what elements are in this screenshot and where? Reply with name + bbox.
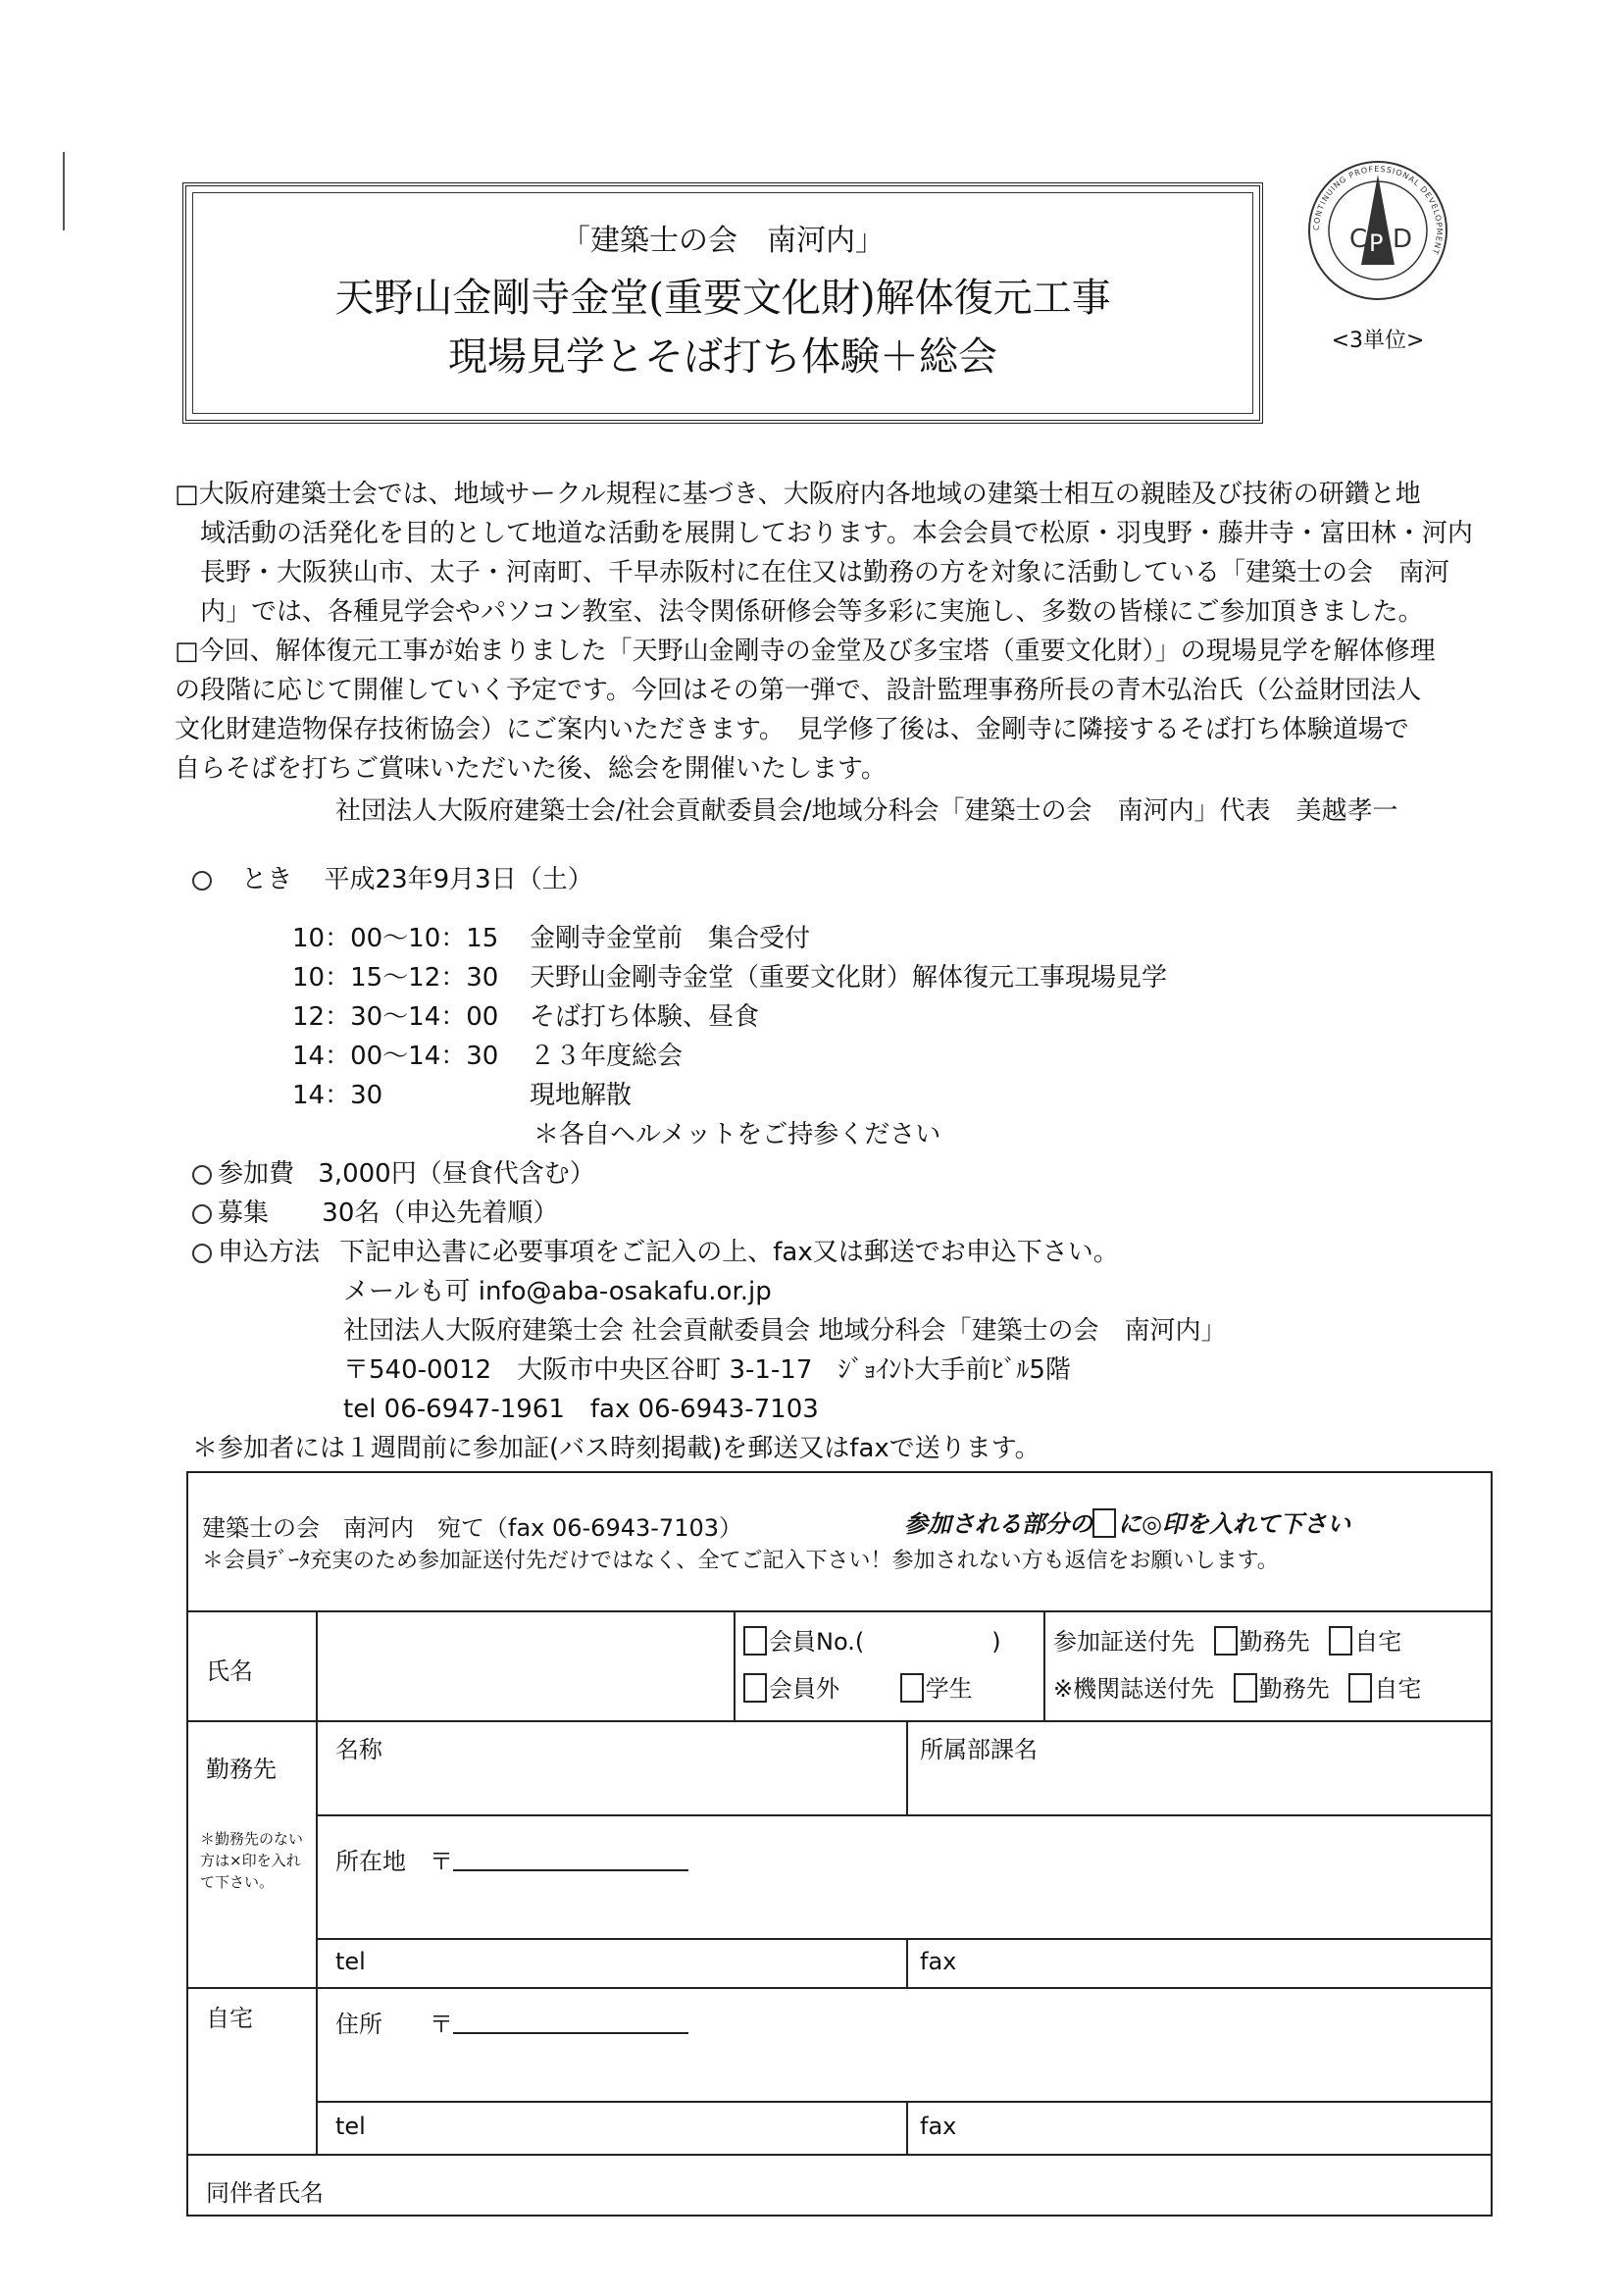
- intro-line: □大阪府建築士会では、地域サークル規程に基づき、大阪府内各地域の建築士相互の親睦及び技術の研鑽と地: [175, 480, 1421, 509]
- cert-work-label: 勤務先: [1239, 1628, 1310, 1656]
- form-header-to: 建築士の会 南河内 宛て（fax 06-6943-7103）: [202, 1514, 743, 1542]
- schedule-item: 金剛寺金堂前 集合受付: [530, 924, 811, 953]
- work-name-label[interactable]: 名称: [335, 1736, 382, 1763]
- work-label: 勤務先: [206, 1756, 277, 1783]
- checkbox-journal-work[interactable]: [1234, 1673, 1257, 1703]
- schedule-time: 10：00～10：15: [292, 924, 499, 953]
- work-postal-line[interactable]: [453, 1846, 688, 1871]
- checkbox-student[interactable]: [900, 1673, 924, 1703]
- title-line-2: 天野山金剛寺金堂(重要文化財)解体復元工事: [334, 276, 1111, 321]
- fee-row: [192, 1153, 595, 1190]
- apply-value: 下記申込書に必要事項をご記入の上、fax又は郵送でお申込下さい。: [339, 1238, 1119, 1267]
- home-label: 自宅: [206, 2005, 253, 2032]
- home-address-label: 住所 〒: [335, 2011, 453, 2038]
- schedule-item: ２３年度総会: [530, 1042, 684, 1071]
- non-member-label: 会員外: [769, 1675, 839, 1703]
- application-form: [186, 1471, 1493, 2217]
- intro-line: 内」では、各種見学会やパソコン教室、法令関係研修会等多彩に実施し、多数の皆様にご参加頂きました。: [175, 597, 1424, 627]
- bullet-icon: [192, 871, 212, 891]
- schedule-item: そば打ち体験、昼食: [530, 1002, 760, 1032]
- intro-line: 自らそばを打ちご賞味いただいた後、総会を開催いたします。: [175, 754, 887, 784]
- form-header-note: ＊会員ﾃﾞｰﾀ充実のため参加証送付先だけではなく、全てご記入下さい！参加されない方も返信をお願いします。: [202, 1549, 1279, 1573]
- checkbox-journal-home[interactable]: [1348, 1673, 1372, 1703]
- non-member-option[interactable]: [743, 1669, 973, 1704]
- cpd-letter-p: P: [1369, 229, 1384, 257]
- intro-line: 長野・大阪狭山市、太子・河南町、千早赤阪村に在住又は勤務の方を対象に活動している「建築士の会 南河: [175, 558, 1450, 587]
- home-tel-label[interactable]: tel: [335, 2113, 366, 2140]
- form-instruction: [904, 1504, 1350, 1539]
- intro-line: 文化財建造物保存技術協会）にご案内いただきます。 見学修了後は、金剛寺に隣接するそば打ち体験道場で: [175, 715, 1409, 744]
- journal-destination: [1053, 1669, 1421, 1704]
- schedule-time: 14：30: [292, 1081, 383, 1110]
- work-tel-label[interactable]: tel: [335, 1948, 366, 1975]
- journal-home-label: 自宅: [1374, 1675, 1422, 1703]
- schedule-item: 現地解散: [530, 1081, 633, 1110]
- tel-line: tel 06-6947-1961 fax 06-6943-7103: [343, 1395, 819, 1424]
- schedule-time: 10：15～12：30: [292, 963, 499, 993]
- date-value: 平成23年9月3日（土）: [324, 865, 593, 894]
- student-label: 学生: [925, 1675, 973, 1703]
- cert-home-label: 自宅: [1354, 1628, 1402, 1656]
- footnote: ＊参加者には１週間前に参加証(バス時刻掲載)を郵送又はfaxで送ります。: [192, 1434, 1040, 1463]
- email-line: メールも可 info@aba-osakafu.or.jp: [343, 1277, 772, 1306]
- quota-value: 30名（申込先着順）: [322, 1198, 559, 1228]
- intro-line: □今回、解体復元工事が始まりました「天野山金剛寺の金堂及び多宝塔（重要文化財）」の現場見学を解体修理: [175, 637, 1436, 666]
- fee-label: 参加費: [218, 1159, 295, 1189]
- apply-label: 申込方法: [218, 1238, 321, 1267]
- cert-label: 参加証送付先: [1053, 1628, 1194, 1656]
- fee-value: 3,000円（昼食代含む）: [318, 1159, 595, 1189]
- helmet-note: ＊各自ヘルメットをご持参ください: [533, 1120, 941, 1149]
- form-instruction-post: に◎印を入れて下さい: [1118, 1510, 1350, 1538]
- cert-destination: [1053, 1622, 1401, 1657]
- title-line-1: 「建築士の会 南河内」: [561, 224, 885, 258]
- work-note: ＊勤務先のない方は×印を入れて下さい。: [200, 1830, 304, 1891]
- quota-label: 募集: [218, 1198, 270, 1228]
- work-address-label: 所在地 〒: [335, 1848, 453, 1875]
- work-address-field[interactable]: [335, 1842, 688, 1876]
- date-label: とき: [241, 865, 293, 894]
- cpd-units: <3単位>: [1331, 329, 1425, 353]
- org-line: 社団法人大阪府建築士会 社会貢献委員会 地域分科会「建築士の会 南河内」: [343, 1316, 1227, 1346]
- address-line: 〒540-0012 大阪市中央区谷町 3-1-17 ｼﾞｮｲﾝﾄ大手前ﾋﾞﾙ5階: [343, 1355, 1071, 1385]
- intro-line: 域活動の活発化を目的として地道な活動を展開しております。本会会員で松原・羽曳野・藤井寺・富田林・河内: [175, 519, 1473, 548]
- journal-work-label: 勤務先: [1258, 1675, 1330, 1703]
- cpd-letter-d: D: [1393, 225, 1413, 254]
- checkbox-cert-home[interactable]: [1329, 1626, 1352, 1656]
- cpd-ring-text: CONTINUING PROFESSIONAL DEVELOPMENT: [1311, 164, 1445, 257]
- checkbox-sample-icon: [1092, 1508, 1116, 1538]
- schedule-item: 天野山金剛寺金堂（重要文化財）解体復元工事現場見学: [530, 963, 1168, 993]
- home-address-field[interactable]: [335, 2005, 688, 2039]
- margin-mark: [63, 152, 69, 230]
- schedule-time: 12：30～14：00: [292, 1002, 499, 1032]
- intro-line: の段階に応じて開催していく予定です。今回はその第一弾で、設計監理事務所長の青木弘治氏（公益財団法人: [175, 676, 1422, 705]
- member-no-close: ): [991, 1628, 1001, 1656]
- form-instruction-pre: 参加される部分の: [904, 1510, 1092, 1538]
- title-box: [182, 182, 1263, 424]
- title-line-3: 現場見学とそば打ち体験＋総会: [448, 334, 997, 380]
- apply-row: [192, 1232, 1119, 1268]
- schedule-time: 14：00～14：30: [292, 1042, 499, 1071]
- home-postal-line[interactable]: [453, 2009, 688, 2034]
- member-no-field[interactable]: [743, 1622, 1001, 1657]
- checkbox-cert-work[interactable]: [1214, 1626, 1238, 1656]
- member-no-label: 会員No.(: [769, 1628, 865, 1656]
- cpd-letter-c: C: [1349, 225, 1368, 254]
- work-fax-label[interactable]: fax: [920, 1948, 957, 1975]
- bullet-icon: [192, 1165, 212, 1185]
- date-row: [192, 859, 593, 895]
- quota-row: [192, 1193, 558, 1229]
- companion-label[interactable]: 同伴者氏名: [206, 2179, 324, 2207]
- bullet-icon: [192, 1204, 212, 1224]
- name-label: 氏名: [206, 1657, 253, 1685]
- home-fax-label[interactable]: fax: [920, 2113, 957, 2140]
- bullet-icon: [192, 1244, 212, 1263]
- cpd-logo-icon: [1304, 157, 1451, 304]
- checkbox-non-member[interactable]: [743, 1673, 767, 1703]
- work-dept-label[interactable]: 所属部課名: [920, 1736, 1038, 1763]
- journal-label: ※機関誌送付先: [1053, 1675, 1215, 1703]
- checkbox-member[interactable]: [743, 1626, 767, 1656]
- signature: 社団法人大阪府建築士会/社会貢献委員会/地域分科会「建築士の会 南河内」代表 美越孝一: [335, 796, 1398, 826]
